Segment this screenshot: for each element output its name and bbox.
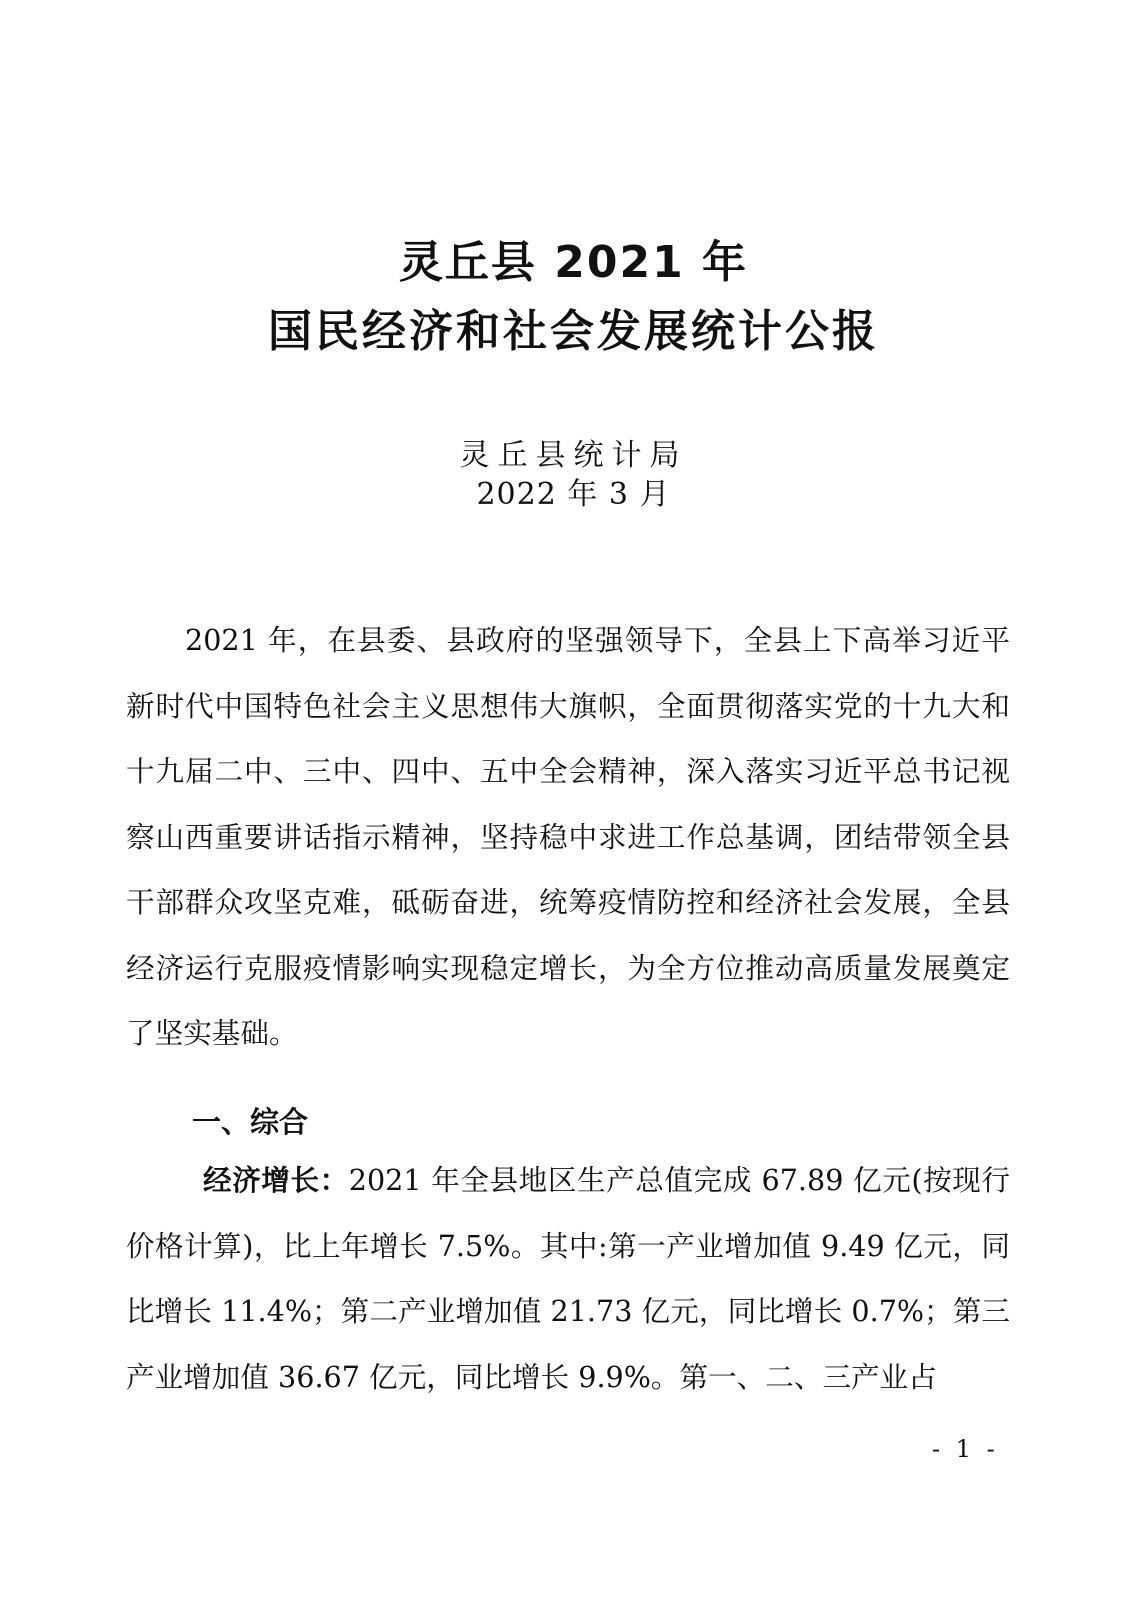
economic-growth-label: 经济增长： [203, 1163, 349, 1197]
economic-growth-paragraph [126, 1148, 1010, 1410]
document-author: 灵丘县统计局 [459, 438, 688, 473]
document-title-line1: 灵丘县 2021 年 [398, 237, 749, 288]
section-heading: 一、综合 [192, 1105, 309, 1139]
economic-growth-text: 2021 年全县地区生产总值完成 67.89 亿元(按现行价格计算)，比上年增长 7.5%。其中:第一产业增加值 9.49 亿元，同比增长 11.4%；第二产业增加值 21.73 亿元，同比增长 0.7%；第三产业增加值 36.67 亿元，同比增长 9.9%。第一、二、三产业占 [126, 1163, 1010, 1394]
page-number: - 1 - [932, 1435, 999, 1463]
document-title-line2: 国民经济和社会发展统计公报 [268, 306, 879, 357]
document-date: 2022 年 3 月 [476, 477, 671, 512]
intro-paragraph: 2021 年，在县委、县政府的坚强领导下，全县上下高举习近平新时代中国特色社会主义思想伟大旗帜，全面贯彻落实党的十九大和十九届二中、三中、四中、五中全会精神，深入落实习近平总书记视察山西重要讲话指示精神，坚持稳中求进工作总基调，团结带领全县干部群众攻坚克难，砥砺奋进，统筹疫情防控和经济社会发展，全县经济运行克服疫情影响实现稳定增长，为全方位推动高质量发展奠定了坚实基础。 [126, 623, 1010, 1050]
